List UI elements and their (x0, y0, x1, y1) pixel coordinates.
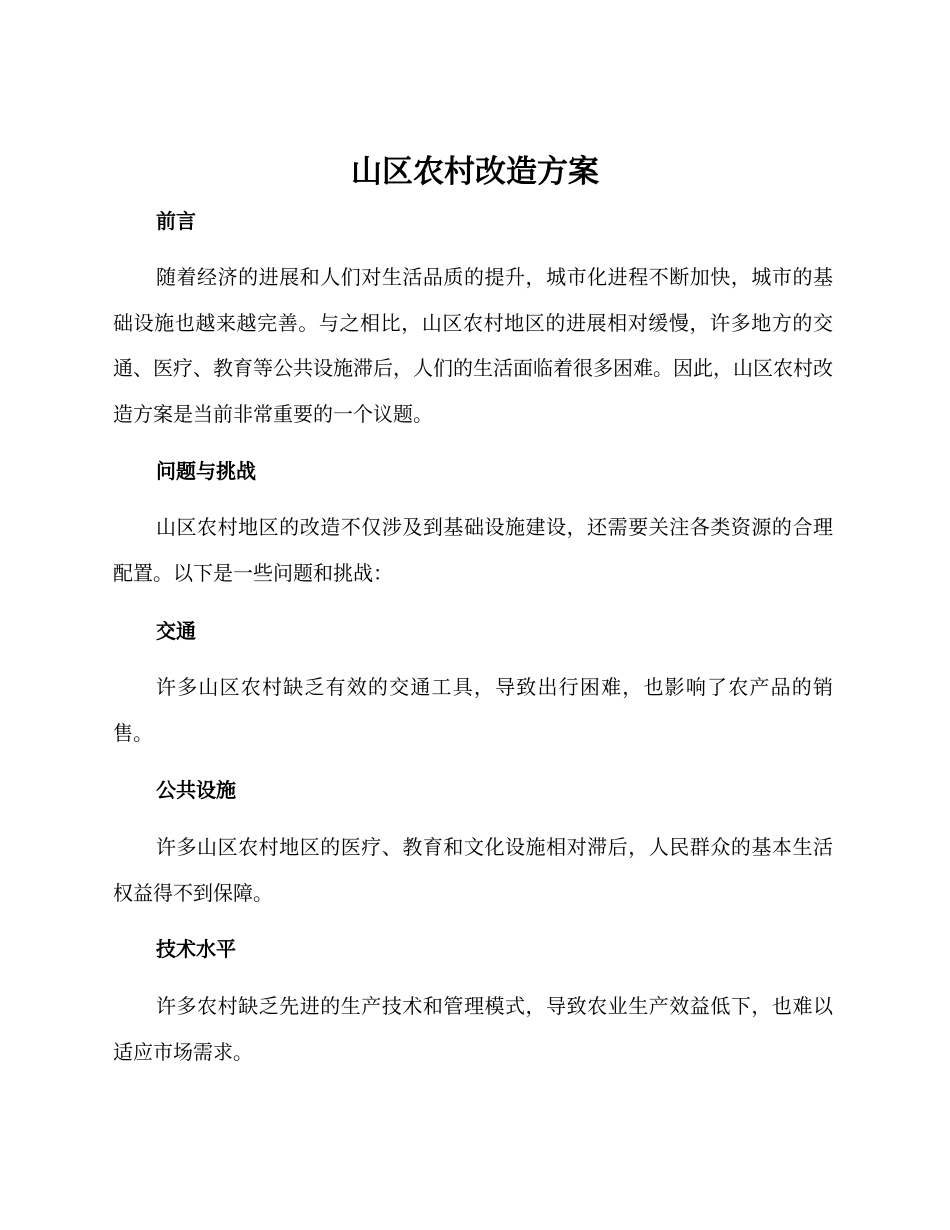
section-heading-technology: 技术水平 (156, 937, 236, 961)
section-heading-problems: 问题与挑战 (156, 459, 256, 483)
section-paragraph-problems: 山区农村地区的改造不仅涉及到基础设施建设，还需要关注各类资源的合理配置。以下是一些问题和挑战： (113, 515, 833, 585)
section-heading-public-facilities: 公共设施 (156, 778, 236, 802)
section-paragraph-transport: 许多山区农村缺乏有效的交通工具，导致出行困难，也影响了农产品的销售。 (113, 675, 833, 745)
section-heading-transport: 交通 (156, 619, 196, 643)
section-paragraph-public-facilities: 许多山区农村地区的医疗、教育和文化设施相对滞后，人民群众的基本生活权益得不到保障。 (113, 835, 833, 905)
section-paragraph-technology: 许多农村缺乏先进的生产技术和管理模式，导致农业生产效益低下，也难以适应市场需求。 (113, 994, 833, 1064)
document-title: 山区农村改造方案 (351, 154, 599, 190)
section-paragraph-preface: 随着经济的进展和人们对生活品质的提升，城市化进程不断加快，城市的基础设施也越来越完善。与之相比，山区农村地区的进展相对缓慢，许多地方的交通、医疗、教育等公共设施滞后，人们的生活面临着很多困难。因此，山区农村改造方案是当前非常重要的一个议题。 (113, 265, 833, 426)
section-heading-preface: 前言 (156, 209, 196, 233)
